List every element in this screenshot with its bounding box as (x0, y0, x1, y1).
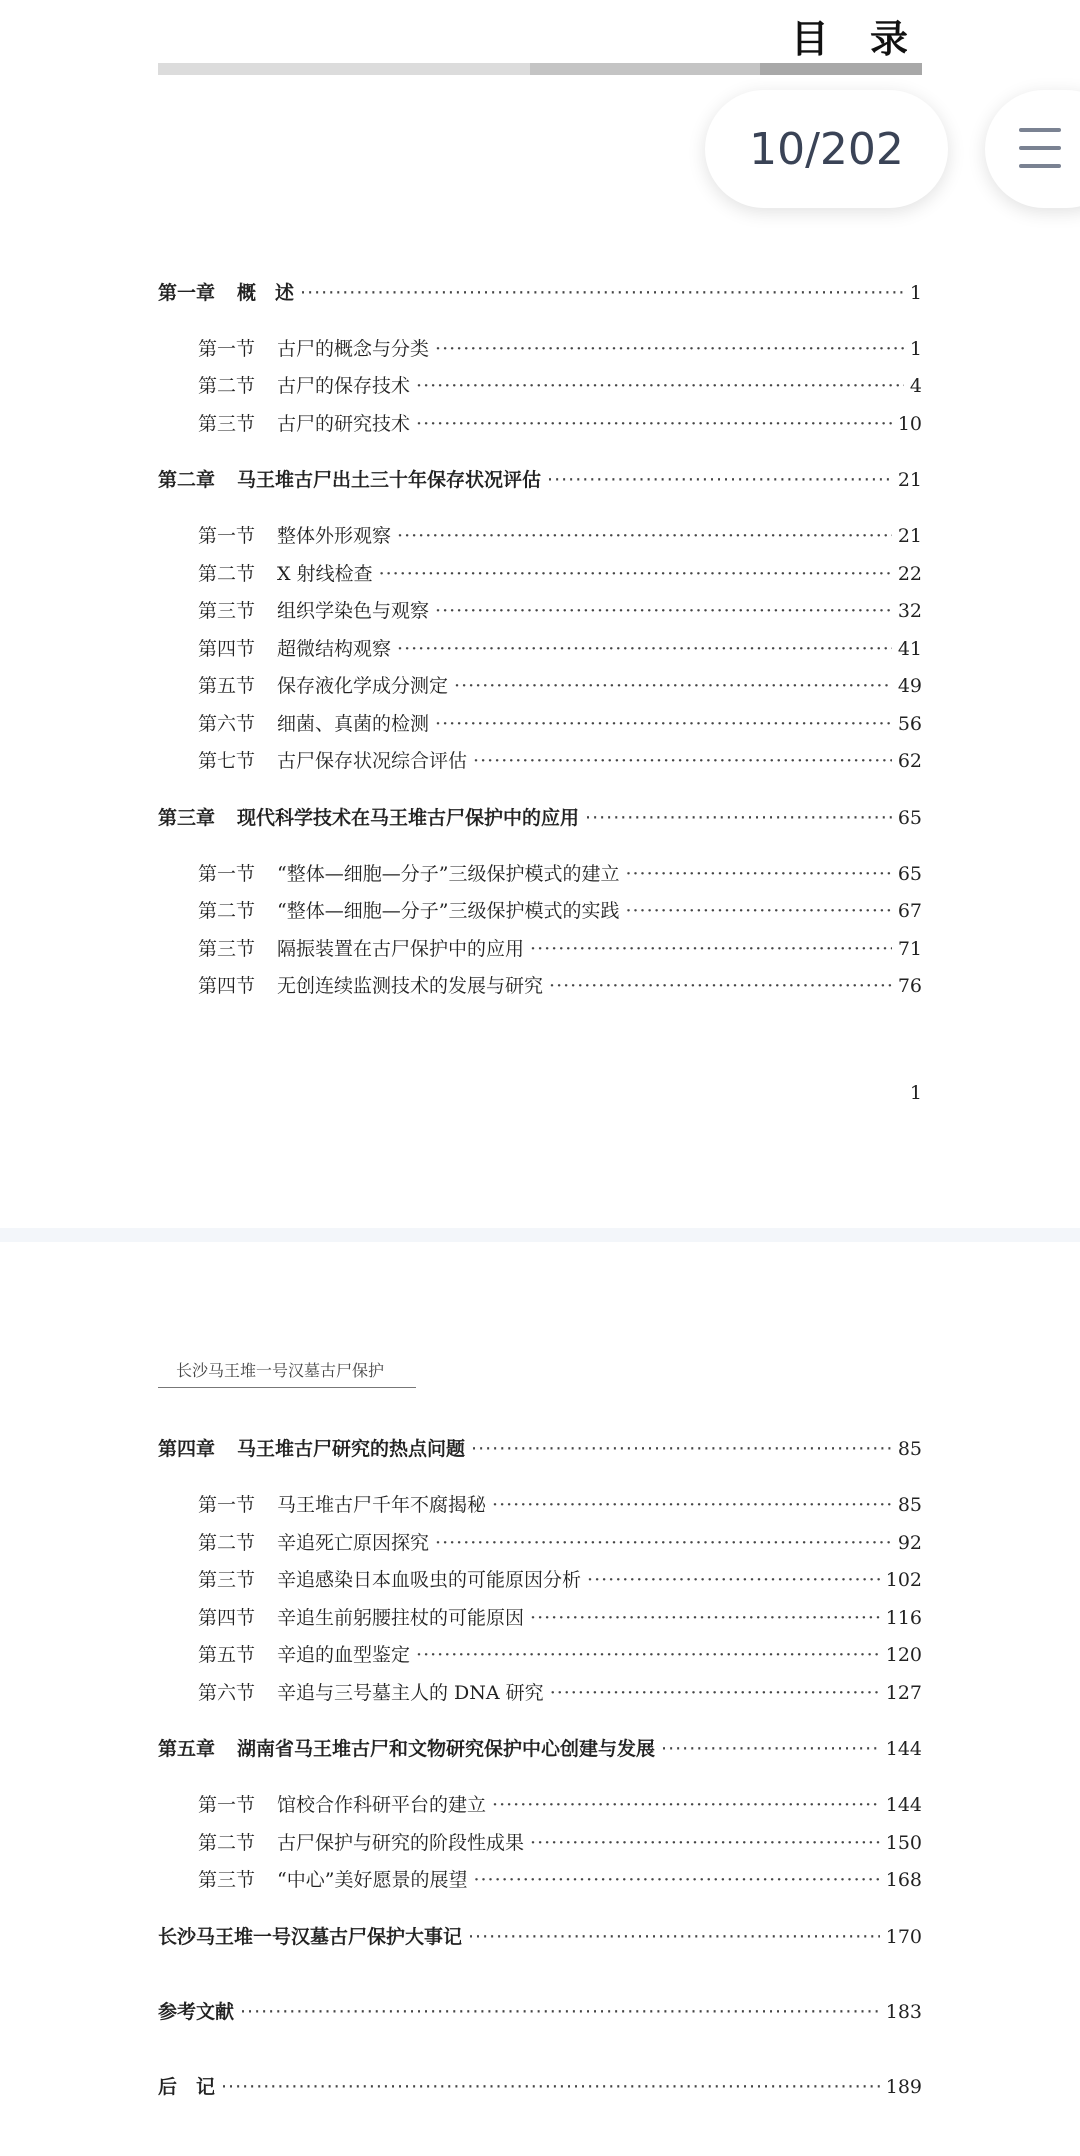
toc-section-entry[interactable] (198, 1567, 922, 1593)
dot-leader (530, 1605, 880, 1631)
toc-section-entry[interactable] (198, 598, 922, 624)
toc-section-entry[interactable] (198, 936, 922, 962)
entry-page: 144 (885, 1794, 922, 1816)
entry-page: 127 (885, 1682, 922, 1704)
entry-page: 49 (897, 675, 922, 697)
entry-page: 67 (897, 900, 922, 922)
entry-number: 第三节 (198, 938, 256, 960)
menu-button[interactable] (985, 90, 1080, 208)
entry-page: 170 (885, 1926, 922, 1948)
entry-title: 辛追生前躬腰拄杖的可能原因 (277, 1607, 525, 1629)
toc-section-entry[interactable] (198, 1867, 922, 1893)
toc-section-entry[interactable] (198, 898, 922, 924)
dot-leader (435, 711, 892, 737)
page-number: 1 (909, 1082, 922, 1104)
entry-title: 马王堆古尸千年不腐揭秘 (277, 1494, 487, 1516)
dot-leader (435, 598, 892, 624)
entry-number: 第三节 (198, 1869, 256, 1891)
toc-section-entry[interactable] (198, 711, 922, 737)
toc-section-entry[interactable] (198, 673, 922, 699)
entry-title: X 射线检查 (277, 563, 373, 585)
entry-page: 92 (897, 1532, 922, 1554)
entry-title: 超微结构观察 (277, 638, 392, 660)
dot-leader (416, 411, 892, 437)
entry-title: 细菌、真菌的检测 (277, 713, 430, 735)
toc-section-entry[interactable] (198, 1680, 922, 1706)
entry-number: 第四节 (198, 1607, 256, 1629)
running-header: 长沙马王堆一号汉墓古尸保护 (158, 1358, 416, 1388)
entry-page: 4 (909, 375, 922, 397)
entry-page: 168 (885, 1869, 922, 1891)
entry-page: 150 (885, 1832, 922, 1854)
entry-page: 1 (909, 282, 922, 304)
entry-number: 第五章 (158, 1738, 216, 1760)
dot-leader (416, 373, 904, 399)
toc-section-entry[interactable] (198, 1792, 922, 1818)
dot-leader (492, 1792, 880, 1818)
toc-title: 目 录 (790, 17, 922, 61)
dot-leader (435, 1530, 892, 1556)
entry-title: 古尸的保存技术 (277, 375, 411, 397)
entry-title: “中心”美好愿景的展望 (277, 1869, 468, 1891)
toc-chapter-entry[interactable] (158, 1999, 922, 2025)
entry-title: 辛追感染日本血吸虫的可能原因分析 (277, 1569, 582, 1591)
dot-leader (473, 1867, 879, 1893)
toc-section-entry[interactable] (198, 1830, 922, 1856)
dot-leader (473, 748, 892, 774)
entry-page: 65 (897, 863, 922, 885)
dot-leader (435, 336, 904, 362)
entry-title: 参考文献 (158, 2001, 235, 2023)
entry-title: 概 述 (237, 282, 295, 304)
entry-number: 第二节 (198, 563, 256, 585)
entry-page: 189 (885, 2076, 922, 2098)
title-rule (530, 63, 760, 75)
dot-leader (625, 898, 891, 924)
toc-section-entry[interactable] (198, 636, 922, 662)
entry-page: 65 (897, 807, 922, 829)
entry-title: 辛追的血型鉴定 (277, 1644, 411, 1666)
entry-number: 第二节 (198, 900, 256, 922)
entry-number: 第二章 (158, 469, 216, 491)
entry-number: 第一节 (198, 1494, 256, 1516)
entry-title: 馆校合作科研平台的建立 (277, 1794, 487, 1816)
entry-page: 144 (885, 1738, 922, 1760)
entry-title: 辛追与三号墓主人的 DNA 研究 (277, 1682, 544, 1704)
dot-leader (471, 1436, 892, 1462)
entry-number: 第四节 (198, 975, 256, 997)
toc-section-entry[interactable] (198, 748, 922, 774)
entry-number: 第四节 (198, 638, 256, 660)
entry-title: 无创连续监测技术的发展与研究 (277, 975, 544, 997)
toc-chapter-entry[interactable] (158, 805, 922, 831)
dot-leader (468, 1924, 880, 1950)
entry-title: 保存液化学成分测定 (277, 675, 449, 697)
entry-number: 第六节 (198, 713, 256, 735)
entry-number: 第七节 (198, 750, 256, 772)
toc-section-entry[interactable] (198, 1530, 922, 1556)
toc-section-entry[interactable] (198, 411, 922, 437)
dot-leader (549, 973, 892, 999)
entry-number: 第六节 (198, 1682, 256, 1704)
entry-number: 第二节 (198, 375, 256, 397)
entry-number: 第三章 (158, 807, 216, 829)
menu-icon (1019, 128, 1061, 168)
dot-leader (530, 1830, 880, 1856)
toc-page-2 (0, 1242, 1080, 2156)
entry-title: 后 记 (158, 2076, 216, 2098)
entry-title: 古尸的研究技术 (277, 413, 411, 435)
toc-chapter-entry[interactable] (158, 1436, 922, 1462)
title-rule (760, 63, 922, 75)
entry-page: 41 (897, 638, 922, 660)
toc-section-entry[interactable] (198, 861, 922, 887)
dot-leader (221, 2074, 880, 2100)
entry-page: 21 (897, 469, 922, 491)
entry-page: 62 (897, 750, 922, 772)
dot-leader (240, 1999, 880, 2025)
toc-chapter-entry[interactable] (158, 280, 922, 306)
entry-page: 116 (885, 1607, 922, 1629)
title-rule (158, 63, 530, 75)
entry-number: 第一节 (198, 338, 256, 360)
entry-page: 85 (897, 1494, 922, 1516)
entry-page: 183 (885, 2001, 922, 2023)
toc-section-entry[interactable] (198, 1492, 922, 1518)
entry-page: 102 (885, 1569, 922, 1591)
toc-section-entry[interactable] (198, 1605, 922, 1631)
entry-page: 32 (897, 600, 922, 622)
dot-leader (587, 1567, 880, 1593)
page-indicator-label: 10/202 (749, 123, 904, 175)
entry-title: 组织学染色与观察 (277, 600, 430, 622)
toc-section-entry[interactable] (198, 1642, 922, 1668)
entry-number: 第四章 (158, 1438, 216, 1460)
entry-title: 湖南省马王堆古尸和文物研究保护中心创建与发展 (237, 1738, 656, 1760)
entry-page: 1 (909, 338, 922, 360)
entry-number: 第一节 (198, 1794, 256, 1816)
entry-number: 第一章 (158, 282, 216, 304)
toc-section-entry[interactable] (198, 561, 922, 587)
entry-page: 56 (897, 713, 922, 735)
entry-page: 10 (897, 413, 922, 435)
dot-leader (547, 467, 892, 493)
entry-number: 第二节 (198, 1832, 256, 1854)
entry-title: 古尸的概念与分类 (277, 338, 430, 360)
dot-leader (416, 1642, 880, 1668)
entry-page: 85 (897, 1438, 922, 1460)
dot-leader (397, 636, 892, 662)
entry-number: 第三节 (198, 413, 256, 435)
entry-title: “整体—细胞—分子”三级保护模式的建立 (277, 863, 620, 885)
entry-number: 第五节 (198, 1644, 256, 1666)
entry-number: 第一节 (198, 525, 256, 547)
entry-title: 古尸保护与研究的阶段性成果 (277, 1832, 525, 1854)
dot-leader (397, 523, 892, 549)
entry-page: 71 (897, 938, 922, 960)
entry-title: 马王堆古尸研究的热点问题 (237, 1438, 466, 1460)
entry-number: 第三节 (198, 600, 256, 622)
toc-chapter-entry[interactable] (158, 1924, 922, 1950)
page-divider (0, 1228, 1080, 1242)
dot-leader (300, 280, 904, 306)
dot-leader (550, 1680, 880, 1706)
dot-leader (492, 1492, 892, 1518)
entry-number: 第三节 (198, 1569, 256, 1591)
dot-leader (661, 1736, 880, 1762)
entry-number: 第一节 (198, 863, 256, 885)
entry-title: 整体外形观察 (277, 525, 392, 547)
toc-chapter-entry[interactable] (158, 467, 922, 493)
entry-page: 120 (885, 1644, 922, 1666)
entry-title: 现代科学技术在马王堆古尸保护中的应用 (237, 807, 580, 829)
dot-leader (625, 861, 891, 887)
entry-number: 第五节 (198, 675, 256, 697)
dot-leader (379, 561, 892, 587)
entry-page: 21 (897, 525, 922, 547)
dot-leader (454, 673, 892, 699)
toc-section-entry[interactable] (198, 373, 922, 399)
entry-title: 长沙马王堆一号汉墓古尸保护大事记 (158, 1926, 463, 1948)
entry-title: 古尸保存状况综合评估 (277, 750, 468, 772)
toc-chapter-entry[interactable] (158, 2074, 922, 2100)
entry-title: 马王堆古尸出土三十年保存状况评估 (237, 469, 542, 491)
entry-title: 辛追死亡原因探究 (277, 1532, 430, 1554)
entry-title: “整体—细胞—分子”三级保护模式的实践 (277, 900, 620, 922)
toc-section-entry[interactable] (198, 336, 922, 362)
dot-leader (585, 805, 892, 831)
entry-title: 隔振装置在古尸保护中的应用 (277, 938, 525, 960)
entry-page: 76 (897, 975, 922, 997)
dot-leader (530, 936, 892, 962)
toc-section-entry[interactable] (198, 973, 922, 999)
toc-chapter-entry[interactable] (158, 1736, 922, 1762)
entry-number: 第二节 (198, 1532, 256, 1554)
entry-page: 22 (897, 563, 922, 585)
toc-section-entry[interactable] (198, 523, 922, 549)
page-indicator[interactable] (705, 90, 948, 208)
